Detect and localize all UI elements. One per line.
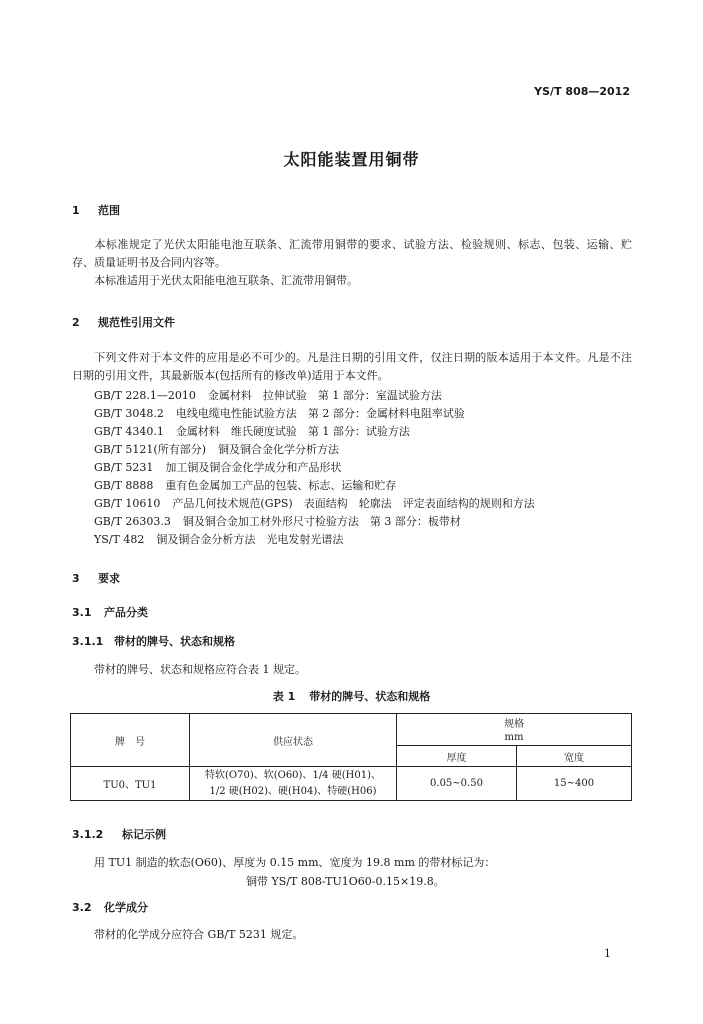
section-number: 3 bbox=[72, 572, 80, 585]
reference-code: GB/T 26303.3 bbox=[94, 515, 171, 528]
header-thickness: 厚度 bbox=[397, 746, 517, 767]
reference-title: 铜及铜合金分析方法 光电发射光谱法 bbox=[156, 533, 344, 546]
reference-title: 加工铜及铜合金化学成分和产品形状 bbox=[165, 461, 342, 474]
cell-temper bbox=[190, 767, 397, 801]
section-title: 规范性引用文件 bbox=[98, 316, 175, 329]
section-3-2-text: 带材的化学成分应符合 GB/T 5231 规定。 bbox=[94, 928, 304, 941]
section-title: 带材的牌号、状态和规格 bbox=[114, 635, 235, 648]
marking-example-line-1: 用 TU1 制造的软态(O60)、厚度为 0.15 mm、宽度为 19.8 mm 的带材标记为： bbox=[94, 856, 496, 869]
reference-item bbox=[94, 441, 339, 457]
paragraph-text: 下列文件对于本文件的应用是必不可少的。凡是注日期的引用文件，仅注日期的版本适用于本文件。凡是不注日期的引用文件，其最新版本(包括所有的修改单)适用于本文件。 bbox=[72, 351, 632, 382]
temper-line: 特软(O70)、软(O60)、1/4 硬(H01)、 bbox=[205, 769, 381, 781]
header-spec: 规格 bbox=[397, 714, 632, 731]
section-title: 产品分类 bbox=[104, 606, 148, 619]
section-3-heading bbox=[72, 570, 120, 586]
spec-table bbox=[70, 713, 632, 801]
header-temper: 供应状态 bbox=[190, 714, 397, 767]
section-title: 标记示例 bbox=[122, 828, 166, 841]
marking-example-line-2: 铜带 YS/T 808-TU1O60-0.15×19.8。 bbox=[246, 875, 445, 888]
section-3-1-1-heading bbox=[72, 633, 235, 649]
reference-title: 铜及铜合金化学分析方法 bbox=[218, 443, 339, 456]
table-number: 表 1 bbox=[272, 690, 296, 703]
reference-code: GB/T 228.1—2010 bbox=[94, 389, 196, 402]
section-1-para-1 bbox=[72, 236, 632, 272]
section-1-para-2 bbox=[72, 272, 632, 290]
reference-item bbox=[94, 477, 396, 493]
section-number: 1 bbox=[72, 204, 80, 217]
cell-grade: TU0、TU1 bbox=[71, 767, 190, 801]
reference-title: 金属材料 拉伸试验 第 1 部分：室温试验方法 bbox=[207, 389, 442, 402]
table-title: 带材的牌号、状态和规格 bbox=[309, 690, 431, 703]
section-number: 2 bbox=[72, 316, 80, 329]
section-title: 范围 bbox=[98, 204, 120, 217]
table-row bbox=[71, 767, 632, 801]
section-3-1-heading bbox=[72, 604, 148, 620]
header-unit: mm bbox=[397, 731, 632, 746]
reference-item bbox=[94, 495, 535, 511]
reference-item bbox=[94, 513, 461, 529]
paragraph-text: 本标准规定了光伏太阳能电池互联条、汇流带用铜带的要求、试验方法、检验规则、标志、包装、运输、贮存、质量证明书及合同内容等。 bbox=[72, 238, 632, 269]
page-number: 1 bbox=[604, 947, 611, 960]
header-width: 宽度 bbox=[517, 746, 632, 767]
reference-item bbox=[94, 459, 341, 475]
cell-width: 15~400 bbox=[517, 767, 632, 801]
reference-title: 铜及铜合金加工材外形尺寸检验方法 第 3 部分：板带材 bbox=[182, 515, 461, 528]
table-caption bbox=[0, 688, 703, 704]
reference-title: 金属材料 维氏硬度试验 第 1 部分：试验方法 bbox=[175, 425, 410, 438]
section-number: 3.1.1 bbox=[72, 635, 104, 648]
reference-code: YS/T 482 bbox=[94, 533, 145, 546]
reference-code: GB/T 5121(所有部分) bbox=[94, 443, 206, 456]
cell-thickness: 0.05~0.50 bbox=[397, 767, 517, 801]
temper-line: 1/2 硬(H02)、硬(H04)、特硬(H06) bbox=[209, 785, 377, 797]
section-number: 3.1 bbox=[72, 606, 92, 619]
reference-code: GB/T 5231 bbox=[94, 461, 154, 474]
reference-item bbox=[94, 531, 343, 547]
reference-code: GB/T 3048.2 bbox=[94, 407, 164, 420]
section-3-1-1-text: 带材的牌号、状态和规格应符合表 1 规定。 bbox=[94, 663, 306, 676]
reference-item bbox=[94, 405, 465, 421]
section-number: 3.1.2 bbox=[72, 828, 104, 841]
reference-title: 产品几何技术规范(GPS) 表面结构 轮廓法 评定表面结构的规则和方法 bbox=[172, 497, 535, 510]
reference-code: GB/T 8888 bbox=[94, 479, 154, 492]
section-2-heading bbox=[72, 314, 175, 330]
reference-item bbox=[94, 423, 410, 439]
reference-title: 电线电缆电性能试验方法 第 2 部分：金属材料电阻率试验 bbox=[175, 407, 465, 420]
reference-title: 重有色金属加工产品的包装、标志、运输和贮存 bbox=[165, 479, 397, 492]
standard-code: YS/T 808—2012 bbox=[534, 85, 630, 98]
section-3-1-2-heading bbox=[72, 826, 166, 842]
section-number: 3.2 bbox=[72, 901, 92, 914]
section-1-heading bbox=[72, 202, 120, 218]
document-title: 太阳能装置用铜带 bbox=[283, 150, 420, 169]
reference-code: GB/T 10610 bbox=[94, 497, 161, 510]
paragraph-text: 本标准适用于光伏太阳能电池互联条、汇流带用铜带。 bbox=[94, 274, 358, 287]
reference-code: GB/T 4340.1 bbox=[94, 425, 164, 438]
section-title: 要求 bbox=[98, 572, 120, 585]
section-3-2-heading bbox=[72, 899, 148, 915]
header-grade: 牌 号 bbox=[71, 714, 190, 767]
section-title: 化学成分 bbox=[104, 901, 148, 914]
reference-item bbox=[94, 387, 442, 403]
section-2-intro bbox=[72, 349, 632, 385]
